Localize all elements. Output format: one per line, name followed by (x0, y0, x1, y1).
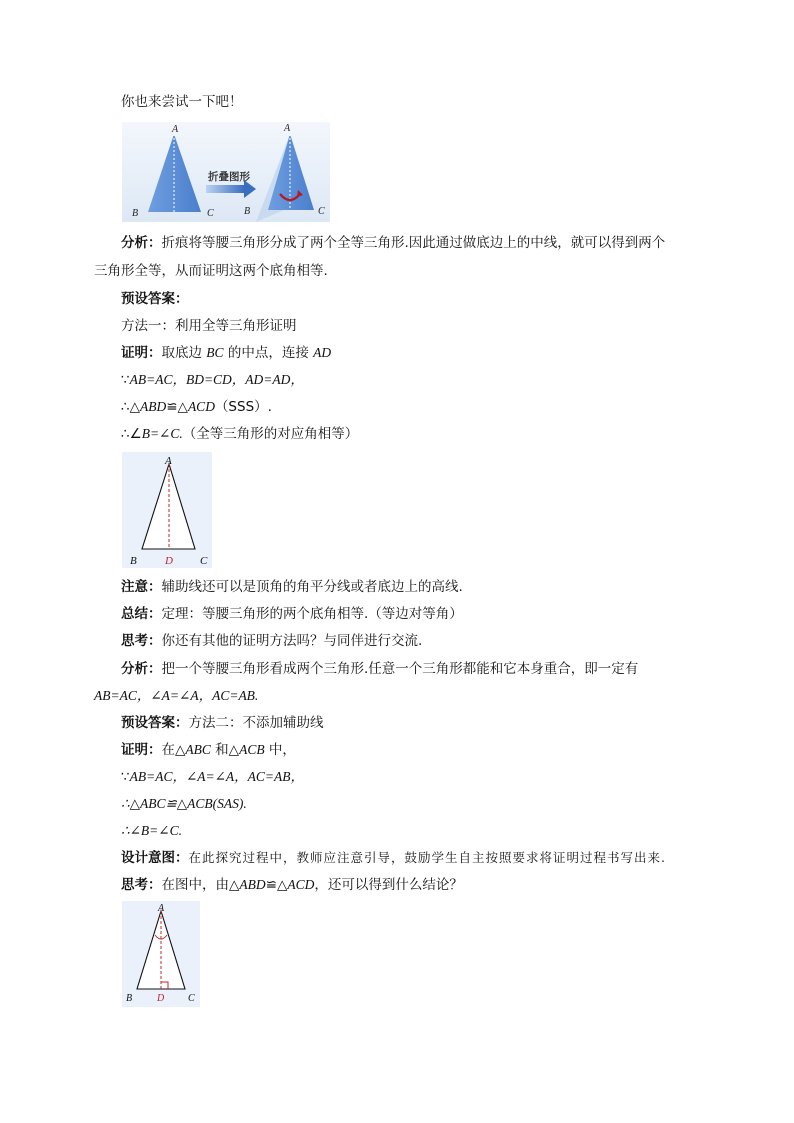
folding-figure (122, 122, 330, 222)
fig2-label-b: B (130, 555, 137, 567)
summary-label: 总结： (121, 606, 162, 622)
analysis-paragraph-1-cont: 三角形全等，从而证明这两个底角相等. (94, 263, 328, 279)
preset-answer-label: 预设答案： (121, 291, 189, 307)
proof2-text-b: 和△ (210, 742, 240, 758)
triangle-acd: ACD (187, 399, 215, 414)
triangle-abc: ABC (185, 742, 211, 757)
triangle-acb: ACB (239, 742, 265, 757)
proof-label: 证明： (121, 345, 162, 361)
analysis-label: 分析： (121, 235, 162, 251)
proof-two (121, 740, 296, 760)
sss-reason: （SSS）. (214, 399, 272, 415)
note-text: 辅助线还可以是顶角的角平分线或者底边上的高线. (161, 579, 463, 595)
think2-label: 思考： (121, 877, 162, 893)
analysis2-label: 分析： (121, 661, 162, 677)
triangle-abd: ABD (139, 399, 167, 414)
proof-step-3 (121, 424, 358, 444)
median-figure (122, 452, 212, 568)
therefore-angle: ∴∠ (121, 426, 142, 442)
note-label: 注意： (121, 579, 162, 595)
think-line-2 (121, 875, 463, 895)
analysis-text: 折痕将等腰三角形分成了两个全等三角形.因此通过做底边上的中线，就可以得到两个 (161, 235, 666, 251)
summary-text: 定理：等腰三角形的两个底角相等.（等边对等角） (161, 606, 463, 622)
proof-text-b: 的中点，连接 (223, 345, 314, 361)
analysis-paragraph-1 (121, 233, 665, 253)
fig3-label-c: C (188, 993, 195, 1004)
fig3-label-d: D (157, 993, 165, 1004)
segment-ad: AD (313, 345, 332, 360)
proof-text-a: 取底边 (161, 345, 207, 361)
analysis2-text: 把一个等腰三角形看成两个三角形.任意一个三角形都能和它本身重合，即一定有 (161, 661, 639, 677)
preset-answer-2 (121, 713, 324, 733)
proof2-label: 证明： (121, 742, 162, 758)
segment-bc: BC (206, 345, 224, 360)
design-label: 设计意图： (121, 850, 189, 866)
because-symbol-2: ∵ (121, 769, 130, 785)
vertex-label-b2: B (244, 206, 251, 217)
therefore-symbol: ∴△ (121, 399, 140, 415)
think-line-1 (121, 631, 422, 651)
think2-triangle-abd: ABD (239, 877, 266, 892)
proof-step-6: ∴∠B=∠C. (121, 823, 182, 838)
analysis-paragraph-2-cont: AB=AC，∠A=∠A，AC=AB. (94, 688, 259, 703)
fig3-label-a: A (158, 903, 165, 914)
think2-text-b: ，还可以得到什么结论？ (314, 877, 463, 893)
fold-caption: 折叠图形 (208, 171, 250, 183)
vertex-label-a2: A (284, 123, 291, 134)
summary-line (121, 604, 463, 624)
proof-one (121, 343, 331, 363)
proof2-text-c: 中， (264, 742, 296, 758)
fig2-label-a: A (165, 455, 172, 467)
step3-reason: （全等三角形的对应角相等） (182, 426, 359, 442)
proof2-text-a: 在△ (161, 742, 186, 758)
think-label: 思考： (121, 633, 162, 649)
preset2-label: 预设答案： (121, 715, 189, 731)
think2-triangle-acd: ACD (287, 877, 315, 892)
proof-step-2 (121, 397, 272, 417)
step4-expr: AB=AC，∠A=∠A，AC=AB， (129, 769, 305, 784)
method-one: 方法一：利用全等三角形证明 (121, 318, 297, 334)
step3-expr: B=∠C. (141, 426, 183, 441)
fig3-label-b: B (126, 993, 133, 1004)
fig2-label-d: D (165, 555, 173, 567)
altitude-figure (122, 901, 200, 1007)
prompt-try: 你也来尝试一下吧！ (121, 94, 243, 110)
proof-step-4 (121, 767, 304, 787)
vertex-label-b1: B (132, 208, 139, 219)
note-line (121, 577, 463, 597)
preset2-text: 方法二：不添加辅助线 (188, 715, 324, 731)
because-symbol: ∵ (121, 372, 130, 388)
step1-expr: AB=AC，BD=CD，AD=AD， (129, 372, 304, 387)
think2-text-a: 在图中，由△ (161, 877, 240, 893)
think2-congruent: ≌△ (265, 877, 288, 893)
proof-step-5: ∴△ABC≌△ACB(SAS). (121, 796, 247, 811)
fig2-label-c: C (200, 555, 208, 567)
design-intent-line (121, 848, 666, 868)
design-text: 在此探究过程中，教师应注意引导，鼓励学生自主按照要求将证明过程书写出来. (188, 850, 666, 865)
vertex-label-a1: A (172, 124, 179, 135)
vertex-label-c2: C (318, 206, 325, 217)
analysis-paragraph-2 (121, 659, 638, 679)
proof-step-1 (121, 370, 304, 390)
congruent-symbol: ≌△ (166, 399, 188, 415)
think-text: 你还有其他的证明方法吗？与同伴进行交流. (161, 633, 423, 649)
vertex-label-c1: C (207, 208, 214, 219)
